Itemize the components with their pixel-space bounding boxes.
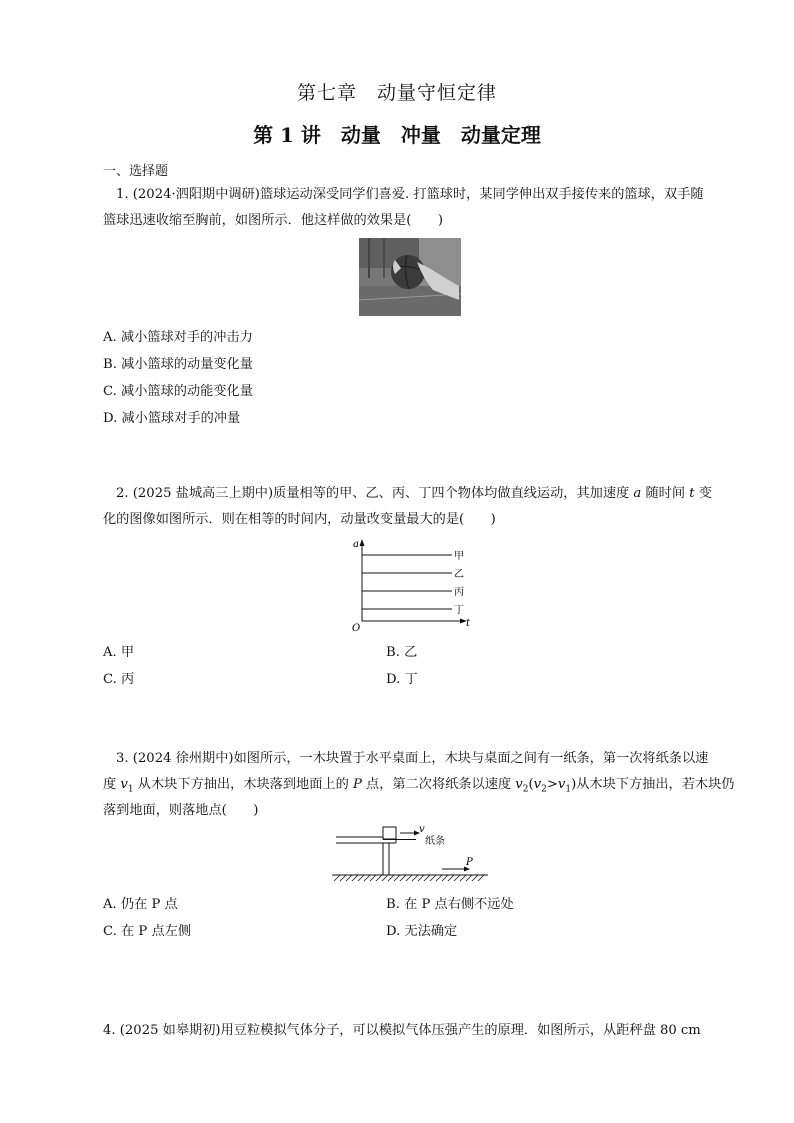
q3-option-d[interactable]: D. 无法确定 — [386, 924, 458, 939]
q3-text-c: 点，第二次将纸条以速度 — [361, 777, 516, 792]
table-leg — [383, 843, 389, 875]
ground-hatching — [334, 875, 484, 881]
q3-sub-1b: 1 — [565, 784, 572, 795]
q3-option-c[interactable]: C. 在 P 点左侧 — [103, 924, 192, 939]
graph-label-ding: 丁 — [454, 605, 464, 616]
q2-stem-text-b: 随时间 — [641, 486, 690, 501]
q1-stem-line2: 篮球迅速收缩至胸前，如图所示．他这样做的效果是( ) — [103, 213, 443, 228]
graph-label-jia: 甲 — [454, 551, 464, 562]
q2-option-b[interactable]: B. 乙 — [386, 645, 418, 660]
paper-strip-label: 纸条 — [425, 836, 445, 847]
basketball-photo — [359, 238, 461, 316]
p-label: P — [466, 857, 473, 868]
q3-text-d: ( — [528, 777, 534, 792]
graph-label-yi: 乙 — [454, 569, 464, 580]
q3-text-f: )从木块下方抽出，若木块仍 — [571, 777, 735, 792]
q3-sub-2b: 2 — [541, 784, 547, 795]
q4-stem-line1: 4. (2025 如皋期初)用豆粒模拟气体分子，可以模拟气体压强产生的原理．如图所示，从距秤盘 80 cm — [103, 1023, 701, 1038]
q1-option-d[interactable]: D. 减小篮球对手的冲量 — [103, 411, 241, 426]
graph-x-label: t — [466, 618, 471, 629]
q2-stem-line1 — [116, 481, 712, 507]
graph-y-arrow — [360, 539, 365, 546]
q3-var-v1b: v — [557, 777, 566, 792]
q2-option-c[interactable]: C. 丙 — [103, 672, 135, 687]
q3-text-e: > — [546, 777, 558, 792]
graph-label-bing: 丙 — [454, 587, 464, 598]
acceleration-time-graph — [345, 535, 475, 631]
q3-stem-line1: 3. (2024 徐州期中)如图所示，一木块置于水平桌面上，木块与桌面之间有一纸条，第一次将纸条以速 — [116, 751, 709, 766]
q3-text-b: 从木块下方抽出，木块落到地面上的 — [133, 777, 353, 792]
q3-var-v2: v — [515, 777, 523, 792]
graph-origin-label: O — [352, 623, 361, 631]
q3-sub-1: 1 — [127, 784, 134, 795]
q3-sub-2: 2 — [522, 784, 529, 795]
q1-option-b[interactable]: B. 减小篮球的动量变化量 — [103, 357, 253, 372]
q3-var-v2b: v — [533, 777, 542, 792]
wooden-block — [383, 827, 396, 839]
graph-y-label: a — [353, 539, 359, 550]
q2-stem-text-a: 2. (2025 盐城高三上期中)质量相等的甲、乙、丙、丁四个物体均做直线运动，其加速度 — [116, 486, 634, 501]
q2-var-t: t — [689, 486, 695, 501]
q3-option-a[interactable]: A. 仍在 P 点 — [103, 897, 178, 912]
q1-option-c[interactable]: C. 减小篮球的动能变化量 — [103, 384, 253, 399]
velocity-label: v — [419, 824, 425, 835]
q1-stem-line1: 1. (2024·泗阳期中调研)篮球运动深受同学们喜爱. 打篮球时，某同学伸出双手接传来的篮球，双手随 — [116, 187, 704, 202]
q2-stem-line2: 化的图像如图所示．则在相等的时间内，动量改变量最大的是( ) — [103, 512, 496, 527]
q2-var-a: a — [633, 486, 642, 501]
q3-stem-line3: 落到地面，则落地点( ) — [103, 803, 259, 818]
q1-option-a[interactable]: A. 减小篮球对手的冲击力 — [103, 330, 253, 345]
q2-option-d[interactable]: D. 丁 — [386, 672, 418, 687]
q3-text-a: 度 — [103, 777, 121, 792]
table-paper-figure — [330, 823, 492, 887]
chapter-title: 第七章 动量守恒定律 — [296, 82, 497, 104]
q2-option-a[interactable]: A. 甲 — [103, 645, 135, 660]
lesson-title: 第 1 讲 动量 冲量 动量定理 — [253, 123, 541, 147]
section-heading: 一、选择题 — [103, 164, 169, 179]
basketball-photo-art — [359, 238, 461, 316]
q3-var-p: P — [352, 777, 362, 792]
q3-option-b[interactable]: B. 在 P 点右侧不远处 — [386, 897, 514, 912]
q3-var-v1: v — [120, 777, 128, 792]
q2-stem-text-c: 变 — [694, 486, 712, 501]
